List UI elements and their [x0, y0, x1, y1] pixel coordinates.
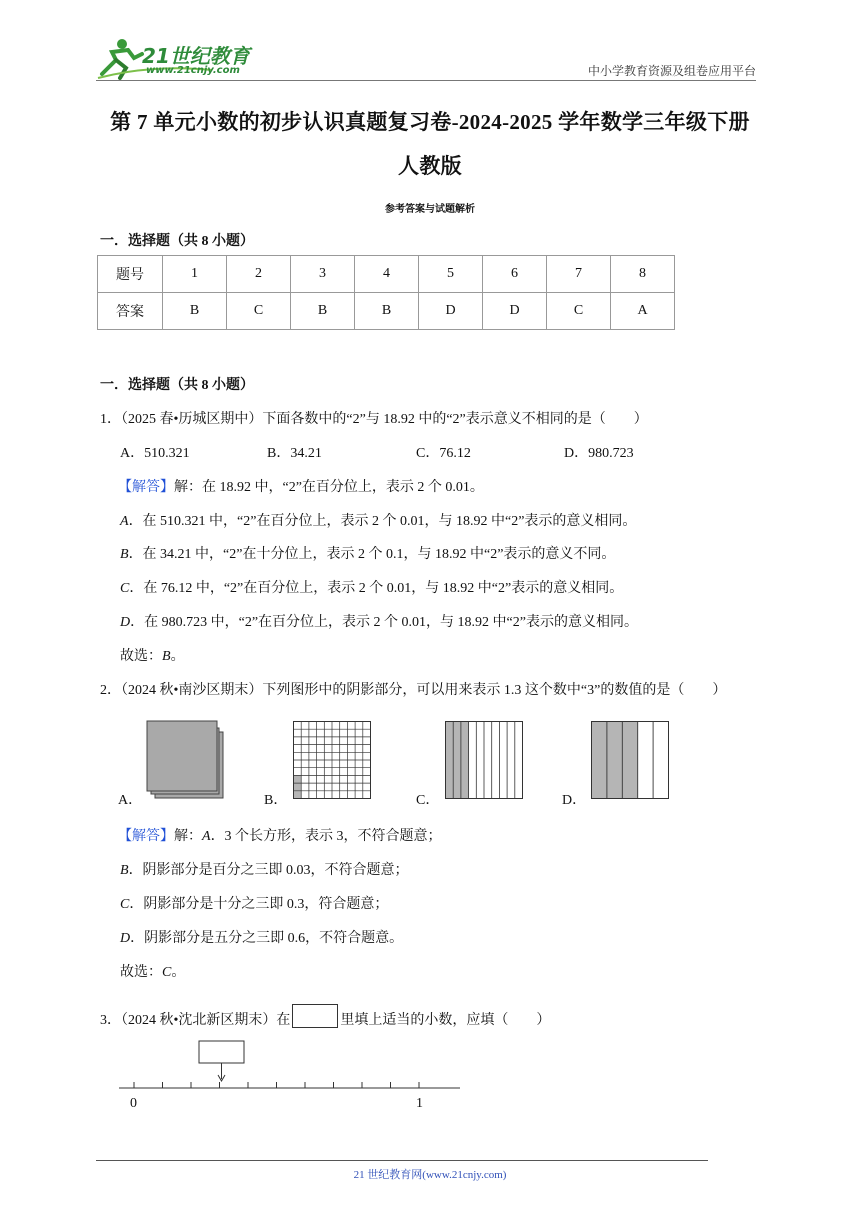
solution-line	[120, 927, 403, 947]
solution-letter: C	[120, 581, 130, 596]
conclusion-prefix: 故选：	[120, 965, 162, 980]
conclusion-suffix: 。	[170, 649, 185, 664]
figure-b-label: B．	[264, 793, 288, 808]
question-stem: 2．（2024 秋•南沙区期末）下列图形中的阴影部分，可以用来表示 1.3 这个数中“3”的数值的是（ ）	[100, 683, 727, 698]
figure-a-label: A．	[118, 793, 143, 808]
figure-d-strips	[590, 720, 670, 800]
table-cell: 4	[355, 256, 419, 293]
solution-letter: A	[202, 829, 211, 844]
table-cell: 7	[547, 256, 611, 293]
answer-table	[97, 255, 675, 330]
conclusion	[120, 961, 185, 981]
site-logo	[92, 34, 262, 82]
page-subtitle: 参考答案与试题解析	[385, 204, 475, 215]
solution-line	[118, 476, 484, 496]
solution-text: ．阴影部分是十分之三即 0.3，符合题意；	[129, 897, 389, 912]
logo-text: 21世纪教育	[142, 44, 250, 68]
table-cell: D	[419, 293, 483, 330]
solution-letter: C	[120, 897, 130, 912]
option-c: C．76.12	[416, 446, 471, 461]
figure-c-label: C．	[416, 793, 440, 808]
solution-text: ．在 980.723 中，“2”在百分位上，表示 2 个 0.01，与 18.92 中“2”表示的意义相同。	[130, 615, 638, 630]
header-divider	[96, 80, 756, 81]
table-cell: A	[611, 293, 675, 330]
option-b: B．34.21	[267, 446, 322, 461]
number-line	[116, 1038, 466, 1114]
solution-text: ．在 34.21 中，“2”在十分位上，表示 2 个 0.1，与 18.92 中“2”表示的意义不同。	[128, 547, 616, 562]
table-cell: 6	[483, 256, 547, 293]
solution-text: ．在 510.321 中，“2”在百分位上，表示 2 个 0.01，与 18.92 中“2”表示的意义相同。	[128, 514, 637, 529]
solution-text: ．阴影部分是百分之三即 0.03，不符合题意；	[128, 863, 409, 878]
table-cell: 答案	[98, 293, 163, 330]
solution-letter: B	[120, 547, 129, 562]
footer-link[interactable]: 21 世纪教育网(www.21cnjy.com)	[353, 1169, 507, 1181]
conclusion-letter: C	[162, 965, 172, 980]
question-stem: 1．（2025 春•历城区期中）下面各数中的“2”与 18.92 中的“2”表示意义不相同的是（ ）	[100, 412, 648, 427]
figure-c-strips	[444, 720, 524, 800]
question-stem-before: 3．（2024 秋•沈北新区期末）在	[100, 1013, 291, 1028]
solution-text: 解：在 18.92 中，“2”在百分位上，表示 2 个 0.01。	[174, 480, 484, 495]
table-cell: 1	[163, 256, 227, 293]
figure-b-grid	[292, 720, 372, 800]
table-row	[98, 293, 675, 330]
table-cell: 题号	[98, 256, 163, 293]
section-heading: 一．选择题（共 8 小题）	[100, 234, 254, 249]
solution-line	[118, 825, 442, 845]
table-cell: 8	[611, 256, 675, 293]
table-cell: D	[483, 293, 547, 330]
footer-divider	[96, 1160, 708, 1161]
table-cell: C	[227, 293, 291, 330]
answer-blank-box	[292, 1004, 338, 1028]
site-name: 中小学教育资源及组卷应用平台	[587, 64, 756, 78]
figure-a-squares	[146, 720, 228, 800]
table-row	[98, 256, 675, 293]
conclusion-letter: B	[162, 649, 171, 664]
table-cell: C	[547, 293, 611, 330]
section-heading: 一．选择题（共 8 小题）	[100, 378, 254, 393]
solution-letter: A	[120, 514, 129, 529]
solution-prefix: 解：	[174, 829, 202, 844]
option-d: D．980.723	[564, 446, 634, 461]
solution-text: ．在 76.12 中，“2”在百分位上，表示 2 个 0.01，与 18.92 中“2”表示的意义相同。	[129, 581, 624, 596]
solution-label: 【解答】	[118, 480, 174, 495]
table-cell: B	[355, 293, 419, 330]
logo-url: www.21cnjy.com	[146, 65, 240, 76]
solution-text: ．3 个长方形，表示 3，不符合题意；	[210, 829, 442, 844]
solution-line	[120, 577, 623, 597]
solution-line	[120, 893, 388, 913]
solution-line	[120, 510, 636, 530]
conclusion-suffix: 。	[171, 965, 186, 980]
solution-line	[120, 611, 638, 631]
table-cell: 3	[291, 256, 355, 293]
table-cell: B	[163, 293, 227, 330]
page-title-line2: 人教版	[398, 154, 462, 178]
solution-label: 【解答】	[118, 829, 174, 844]
table-cell: B	[291, 293, 355, 330]
figure-d-label: D．	[562, 793, 587, 808]
table-cell: 2	[227, 256, 291, 293]
solution-letter: D	[120, 931, 131, 946]
solution-line	[120, 859, 409, 879]
solution-letter: B	[120, 863, 129, 878]
question-stem	[100, 1004, 550, 1029]
page-title: 第 7 单元小数的初步认识真题复习卷-2024-2025 学年数学三年级下册	[110, 110, 750, 134]
solution-line	[120, 543, 615, 563]
solution-letter: D	[120, 615, 131, 630]
question-stem-after: 里填上适当的小数，应填（ ）	[340, 1013, 551, 1028]
option-a: A．510.321	[120, 446, 190, 461]
axis-label-0: 0	[130, 1096, 137, 1111]
conclusion	[120, 645, 185, 665]
axis-label-1: 1	[416, 1096, 423, 1111]
solution-text: ．阴影部分是五分之三即 0.6，不符合题意。	[130, 931, 404, 946]
table-cell: 5	[419, 256, 483, 293]
conclusion-prefix: 故选：	[120, 649, 162, 664]
